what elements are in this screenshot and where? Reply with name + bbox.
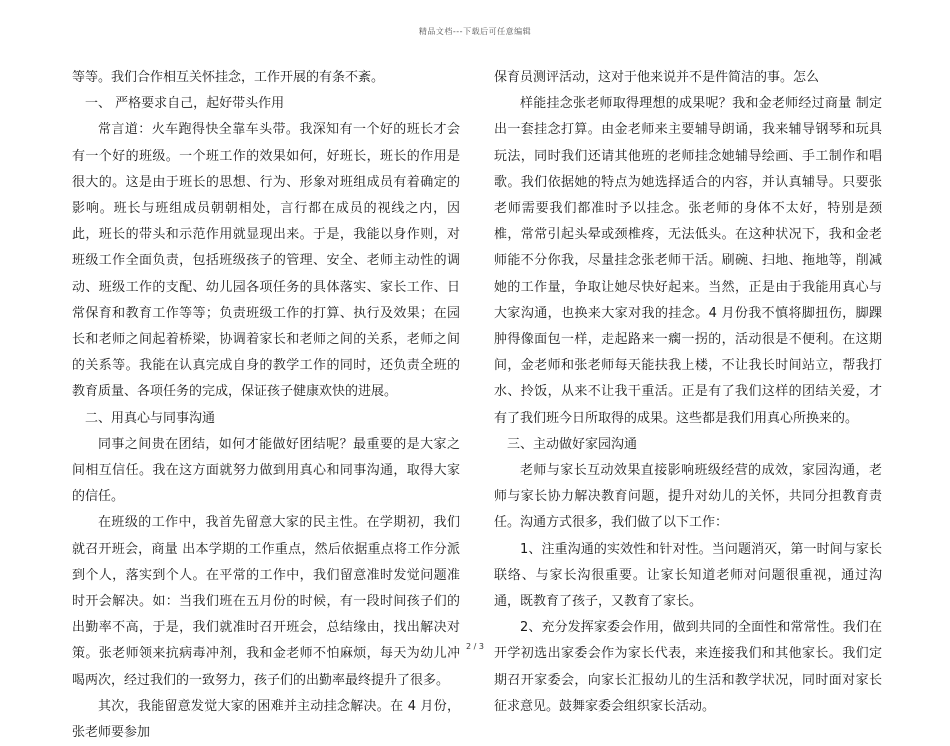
paragraph: 其次，我能留意发觉大家的困难并主动挂念解决。在 4 月份，张老师要参加: [72, 698, 460, 741]
section-heading: 二、用真心与同事沟通: [85, 410, 216, 426]
page-number: 2 / 3: [466, 642, 484, 651]
right-column: [494, 65, 882, 720]
page-header: 精品文档---下载后可任意编辑: [418, 27, 532, 36]
paragraph: 同事之间贵在团结，如何才能做好团结呢？最重要的是大家之间相互信任。我在这方面就努力做到用真心和同事沟通，取得大家的信任。: [72, 436, 460, 505]
paragraph: 常言道：火车跑得快全靠车头带。我深知有一个好的班长才会有一个好的班级。一个班工作的效果如何，好班长，班长的作用是很大的。这是由于班长的思想、行为、形象对班组成员有着确定的影响。班长与班组成员朝朝相处，言行都在成员的视线之内，因此，班长的带头和示范作用就显现出来。于是，我能以身作则，对班级工作全面负责，包括班级孩子的管理、安全、老师主动性的调动、班级工作的支配、幼儿园各项任务的具体落实、家长工作、日常保育和教育工作等等；负责班级工作的打算、执行及效果；在园长和老师之间起着桥梁，协调着家长和老师之间的关系，老师之间的关系等。我能在认真完成自身的教学工作的同时，还负责全班的教育质量、各项任务的完成，保证孩子健康欢快的进展。: [72, 122, 460, 400]
paragraph: 2、充分发挥家委会作用，做到共同的全面性和常常性。我们在开学初选出家委会作为家长代表，来连接我们和其他家长。我们定期召开家委会，向家长汇报幼儿的生活和教学状况，同时面对家长征求意见。鼓舞家委会组织家长活动。: [494, 620, 882, 714]
paragraph: 老师与家长互动效果直接影响班级经营的成效，家园沟通，老师与家长协力解决教育问题，提升对幼儿的关怀，共同分担教育责任。沟通方式很多，我们做了以下工作：: [494, 463, 882, 531]
paragraph: 样能挂念张老师取得理想的成果呢？我和金老师经过商量 制定出一套挂念打算。由金老师来主要辅导朗诵，我来辅导钢琴和玩具玩法，同时我们还请其他班的老师挂念她辅导绘画、手工制作和唱歌。我们依据她的特点为她选择适合的内容，并认真辅导。只要张老师需要我们都准时予以挂念。张老师的身体不太好，特别是颈椎，常常引起头晕或颈椎疼，无法低头。在这种状况下，我和金老师能不分你我，尽量挂念张老师干活。刷碗、扫地、拖地等，削减她的工作量，争取让她尽快好起来。当然，正是由于我能用真心与大家沟通，也换来大家对我的挂念。4 月份我不慎将脚扭伤，脚踝肿得像面包一样，走起路来一瘸一拐的，活动很是不便利。在这期间，金老师和张老师每天能扶我上楼，不让我长时间站立，帮我打水、拎饭，从来不让我干重活。正是有了我们这样的团结关爱，才有了我们班今日所取得的成果。这些都是我们用真心所换来的。: [494, 96, 882, 426]
section-heading: 一、 严格要求自己，起好带头作用: [85, 96, 285, 112]
paragraph: 保育员测评活动，这对于他来说并不是件简洁的事。怎么: [494, 70, 820, 85]
paragraph: 在班级的工作中，我首先留意大家的民主性。在学期初，我们就召开班会，商量 出本学期的工作重点，然后依据重点将工作分派到个人，落实到个人。在平常的工作中，我们留意准时发觉问题准时开会解决。如：当我们班在五月份的时候，有一段时间孩子们的出勤率不高，于是，我们就准时召开班会，总结缘由，找出解决对策。张老师领来抗病毒冲剂，我和金老师不怕麻烦，每天为幼儿冲喝两次，经过我们的一致努力，孩子们的出勤率最终提升了很多。: [72, 515, 460, 688]
section-heading: 三、主动做好家园沟通: [507, 436, 638, 452]
paragraph: 1、注重沟通的实效性和针对性。当问题消灭，第一时间与家长联络、与家长沟很重要。让家长知道老师对问题很重视，通过沟通，既教育了孩子，又教育了家长。: [494, 541, 882, 610]
paragraph: 等等。我们合作相互关怀挂念，工作开展的有条不紊。: [72, 70, 385, 85]
